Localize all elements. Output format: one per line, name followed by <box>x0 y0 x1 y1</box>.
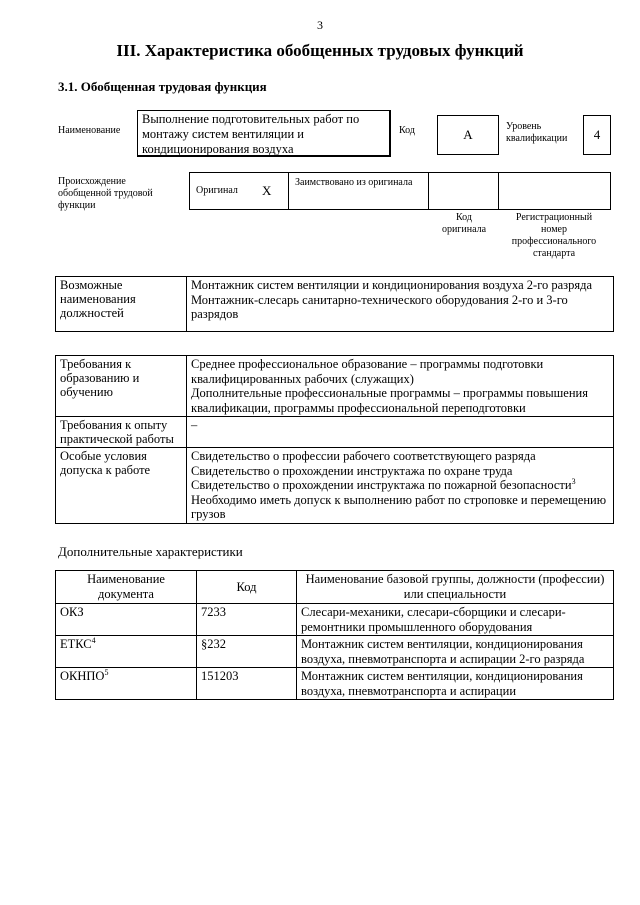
level-label: Уровень квалификации <box>506 121 568 144</box>
reg-number-box <box>498 172 611 210</box>
additional-heading: Дополнительные характеристики <box>58 544 243 559</box>
positions-label: Возможные наименования должностей <box>56 277 187 332</box>
table-row <box>56 668 614 700</box>
experience-label: Требования к опыту практической работы <box>56 417 187 448</box>
requirement-line: Свидетельство о прохождении инструктажа по охране труда <box>191 463 513 478</box>
requirement-line: Дополнительные профессиональные программы – программы повышения квалификации, программы профессиональной переподготовки <box>191 386 588 415</box>
original-box <box>189 172 289 210</box>
positions-table <box>55 276 614 332</box>
header-document: Наименование документа <box>56 571 197 604</box>
row-code: 151203 <box>197 668 297 700</box>
position-line: Монтажник систем вентиляции и кондиционирования воздуха 2-го разряда <box>191 278 593 292</box>
table-header-row <box>56 571 614 604</box>
section-title: III. Характеристика обобщенных трудовых функций <box>116 41 524 60</box>
row-code: §232 <box>197 636 297 668</box>
level-value-box <box>583 115 611 155</box>
row-name: Монтажник систем вентиляции, кондиционирования воздуха, пневмотранспорта и аспирации <box>297 668 614 700</box>
borrowed-box <box>288 172 429 210</box>
table-row <box>56 604 614 636</box>
header-group: Наименование базовой группы, должности (профессии) или специальности <box>297 571 614 604</box>
admission-label: Особые условия допуска к работе <box>56 448 187 524</box>
table-row <box>56 417 614 448</box>
subsection-title: 3.1. Обобщенная трудовая функция <box>58 79 267 94</box>
footnote-mark: 4 <box>91 635 96 645</box>
requirement-line: Необходимо иметь допуск к выполнению работ по строповке и перемещению грузов <box>191 492 607 521</box>
education-label: Требования к образованию и обучению <box>56 356 187 417</box>
original-mark: X <box>262 183 272 198</box>
reg-number-caption: Регистрационный номер профессионального стандарта <box>511 212 597 259</box>
requirements-table <box>55 355 614 524</box>
row-document: ОКЗ <box>56 604 197 636</box>
footnote-mark: 3 <box>571 476 576 486</box>
table-row <box>56 277 614 332</box>
original-code-caption: Код оригинала <box>441 212 487 235</box>
admission-cell <box>187 448 614 524</box>
requirement-line: Свидетельство о прохождении инструктажа по пожарной безопасности$^3$ <box>191 476 576 492</box>
row-name: Слесари-механики, слесари-сборщики и слесари-ремонтники промышленного оборудования <box>297 604 614 636</box>
education-cell <box>187 356 614 417</box>
function-name-value: Выполнение подготовительных работ по монтажу систем вентиляции и кондиционирования воздуха <box>142 112 360 156</box>
table-row <box>56 356 614 417</box>
header-code: Код <box>197 571 297 604</box>
experience-cell <box>187 417 614 448</box>
table-row <box>56 636 614 668</box>
code-value-box <box>437 115 499 155</box>
requirement-line: Среднее профессиональное образование – программы подготовки квалифицированных рабочих (служащих) <box>191 357 544 386</box>
borrowed-label: Заимствовано из оригинала <box>295 177 413 188</box>
original-code-box <box>428 172 499 210</box>
row-document: ЕТКС$^4$ <box>56 636 197 668</box>
origin-label: Происхождение обобщенной трудовой функции <box>58 176 153 211</box>
function-name-box <box>137 110 391 157</box>
row-name: Монтажник систем вентиляции, кондиционирования воздуха, пневмотранспорта и аспирации 2-го разряда <box>297 636 614 668</box>
name-label: Наименование <box>58 125 121 136</box>
code-label: Код <box>399 125 415 136</box>
positions-cell <box>187 277 614 332</box>
position-line: Монтажник-слесарь санитарно-технического оборудования 2-го и 3-го разрядов <box>191 292 568 321</box>
additional-table <box>55 570 614 700</box>
code-value: А <box>463 127 473 142</box>
table-row <box>56 448 614 524</box>
requirement-line: Свидетельство о профессии рабочего соответствующего разряда <box>191 449 536 463</box>
original-label: Оригинал <box>196 185 238 196</box>
level-value: 4 <box>593 127 601 142</box>
row-code: 7233 <box>197 604 297 636</box>
requirement-line: – <box>191 418 198 432</box>
row-document: ОКНПО$^5$ <box>56 668 197 700</box>
footnote-mark: 5 <box>104 667 109 677</box>
page-number: 3 <box>317 18 323 32</box>
